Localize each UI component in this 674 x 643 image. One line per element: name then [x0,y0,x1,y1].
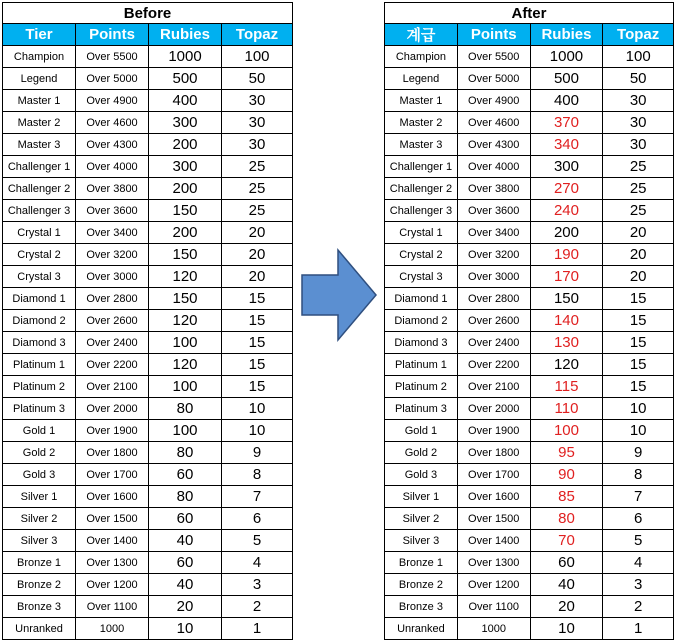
rubies-cell: 80 [530,508,603,530]
rubies-cell: 120 [149,266,222,288]
topaz-cell: 4 [222,552,293,574]
points-cell: Over 3600 [76,200,149,222]
rubies-cell: 60 [149,552,222,574]
points-cell: Over 1700 [76,464,149,486]
tier-cell: Master 3 [3,134,76,156]
tier-cell: Crystal 2 [385,244,458,266]
table-row [385,596,674,618]
table-row [3,46,293,68]
topaz-cell: 15 [603,376,674,398]
points-cell: Over 1300 [76,552,149,574]
points-cell: Over 1200 [76,574,149,596]
rubies-cell: 1000 [149,46,222,68]
rubies-cell: 40 [149,574,222,596]
topaz-cell: 25 [222,200,293,222]
before-table [2,2,293,640]
tier-cell: Master 1 [385,90,458,112]
tier-cell: Crystal 1 [3,222,76,244]
table-row [385,200,674,222]
table-row [385,310,674,332]
points-cell: Over 1500 [76,508,149,530]
tier-cell: Diamond 2 [385,310,458,332]
table-row [385,530,674,552]
points-cell: Over 3400 [76,222,149,244]
table-row [3,486,293,508]
before-panel [2,2,293,640]
table-row [385,156,674,178]
tier-cell: Gold 2 [385,442,458,464]
topaz-cell: 8 [603,464,674,486]
before-title: Before [3,3,293,24]
after-panel [384,2,674,640]
topaz-cell: 9 [222,442,293,464]
table-row [385,178,674,200]
tier-cell: Challenger 2 [3,178,76,200]
tier-cell: Gold 3 [385,464,458,486]
rubies-cell: 400 [530,90,603,112]
table-row [3,596,293,618]
tier-cell: Master 2 [3,112,76,134]
table-row [3,310,293,332]
table-row [3,68,293,90]
topaz-cell: 7 [222,486,293,508]
topaz-cell: 5 [603,530,674,552]
topaz-cell: 15 [222,376,293,398]
tier-cell: Platinum 1 [385,354,458,376]
table-row [385,552,674,574]
tier-cell: Master 1 [3,90,76,112]
rubies-cell: 70 [530,530,603,552]
points-cell: Over 3600 [457,200,530,222]
rubies-cell: 40 [530,574,603,596]
topaz-cell: 30 [222,134,293,156]
rubies-cell: 100 [149,332,222,354]
topaz-cell: 10 [222,420,293,442]
topaz-cell: 7 [603,486,674,508]
tier-cell: Gold 1 [3,420,76,442]
rubies-cell: 300 [149,156,222,178]
tier-cell: Silver 3 [3,530,76,552]
tier-cell: Crystal 3 [385,266,458,288]
table-row [385,90,674,112]
topaz-cell: 50 [603,68,674,90]
points-cell: Over 2000 [457,398,530,420]
table-row [3,442,293,464]
tier-cell: Platinum 3 [385,398,458,420]
rubies-cell: 100 [149,420,222,442]
tier-cell: Diamond 2 [3,310,76,332]
topaz-cell: 20 [222,222,293,244]
header-rubies: Rubies [149,24,222,46]
rubies-cell: 200 [149,222,222,244]
rubies-cell: 150 [149,200,222,222]
right-arrow-icon [300,245,380,345]
rubies-cell: 300 [530,156,603,178]
topaz-cell: 25 [603,178,674,200]
topaz-cell: 10 [603,398,674,420]
points-cell: Over 5000 [457,68,530,90]
table-row [3,156,293,178]
points-cell: Over 1300 [457,552,530,574]
table-row [385,288,674,310]
points-cell: Over 1900 [76,420,149,442]
topaz-cell: 2 [603,596,674,618]
table-row [3,354,293,376]
table-row [3,420,293,442]
points-cell: Over 4000 [76,156,149,178]
table-row [3,530,293,552]
table-row [385,134,674,156]
table-row [3,134,293,156]
points-cell: Over 3000 [457,266,530,288]
points-cell: Over 4300 [457,134,530,156]
rubies-cell: 240 [530,200,603,222]
topaz-cell: 4 [603,552,674,574]
topaz-cell: 100 [603,46,674,68]
table-row [385,420,674,442]
header-tier: Tier [3,24,76,46]
rubies-cell: 80 [149,486,222,508]
points-cell: Over 2100 [76,376,149,398]
topaz-cell: 30 [222,90,293,112]
points-cell: Over 2400 [76,332,149,354]
table-row [3,112,293,134]
tier-cell: Crystal 2 [3,244,76,266]
topaz-cell: 30 [603,112,674,134]
topaz-cell: 15 [603,332,674,354]
tier-cell: Bronze 1 [385,552,458,574]
tier-cell: Diamond 3 [385,332,458,354]
points-cell: Over 1800 [76,442,149,464]
points-cell: Over 1500 [457,508,530,530]
points-cell: Over 4900 [76,90,149,112]
points-cell: Over 3400 [457,222,530,244]
tier-cell: Master 2 [385,112,458,134]
header-points: Points [76,24,149,46]
tier-cell: Bronze 3 [385,596,458,618]
tier-cell: Gold 1 [385,420,458,442]
tier-cell: Legend [385,68,458,90]
rubies-cell: 10 [149,618,222,640]
rubies-cell: 150 [149,244,222,266]
points-cell: Over 4600 [457,112,530,134]
header-tier: 계급 [385,24,458,46]
table-row [3,222,293,244]
tier-cell: Bronze 3 [3,596,76,618]
table-row [3,552,293,574]
rubies-cell: 60 [149,464,222,486]
table-row [3,398,293,420]
points-cell: Over 5000 [76,68,149,90]
topaz-cell: 2 [222,596,293,618]
rubies-cell: 80 [149,442,222,464]
header-points: Points [457,24,530,46]
topaz-cell: 5 [222,530,293,552]
table-row [3,574,293,596]
topaz-cell: 50 [222,68,293,90]
rubies-cell: 400 [149,90,222,112]
tier-cell: Crystal 1 [385,222,458,244]
tier-cell: Crystal 3 [3,266,76,288]
points-cell: Over 3200 [457,244,530,266]
table-row [385,508,674,530]
rubies-cell: 1000 [530,46,603,68]
tier-cell: Master 3 [385,134,458,156]
topaz-cell: 100 [222,46,293,68]
points-cell: Over 2600 [76,310,149,332]
topaz-cell: 20 [603,222,674,244]
rubies-cell: 130 [530,332,603,354]
points-cell: Over 1100 [76,596,149,618]
tier-cell: Unranked [385,618,458,640]
table-row [385,354,674,376]
tier-cell: Silver 3 [385,530,458,552]
points-cell: Over 3000 [76,266,149,288]
points-cell: Over 1100 [457,596,530,618]
table-row [3,266,293,288]
arrow-shape [302,250,376,340]
tier-cell: Challenger 3 [3,200,76,222]
topaz-cell: 10 [222,398,293,420]
table-row [3,178,293,200]
points-cell: Over 2800 [457,288,530,310]
rubies-cell: 100 [149,376,222,398]
tier-cell: Challenger 2 [385,178,458,200]
points-cell: Over 3200 [76,244,149,266]
tier-cell: Silver 2 [385,508,458,530]
topaz-cell: 30 [603,134,674,156]
table-row [385,618,674,640]
topaz-cell: 20 [222,266,293,288]
points-cell: Over 2000 [76,398,149,420]
rubies-cell: 60 [530,552,603,574]
rubies-cell: 200 [149,134,222,156]
rubies-cell: 110 [530,398,603,420]
topaz-cell: 6 [222,508,293,530]
topaz-cell: 15 [222,310,293,332]
after-title: After [385,3,674,24]
tier-cell: Diamond 1 [385,288,458,310]
rubies-cell: 95 [530,442,603,464]
topaz-cell: 9 [603,442,674,464]
rubies-cell: 100 [530,420,603,442]
rubies-cell: 140 [530,310,603,332]
tier-cell: Unranked [3,618,76,640]
tier-cell: Bronze 1 [3,552,76,574]
topaz-cell: 15 [603,310,674,332]
table-row [385,442,674,464]
topaz-cell: 6 [603,508,674,530]
points-cell: Over 2400 [457,332,530,354]
points-cell: Over 4600 [76,112,149,134]
topaz-cell: 20 [603,266,674,288]
table-row [385,222,674,244]
table-row [385,332,674,354]
points-cell: 1000 [76,618,149,640]
points-cell: Over 5500 [457,46,530,68]
rubies-cell: 10 [530,618,603,640]
points-cell: Over 1600 [457,486,530,508]
table-row [3,244,293,266]
rubies-cell: 190 [530,244,603,266]
points-cell: Over 1800 [457,442,530,464]
rubies-cell: 20 [530,596,603,618]
tier-cell: Challenger 1 [385,156,458,178]
header-rubies: Rubies [530,24,603,46]
points-cell: Over 1400 [76,530,149,552]
points-cell: Over 1600 [76,486,149,508]
tier-cell: Bronze 2 [385,574,458,596]
header-topaz: Topaz [603,24,674,46]
points-cell: Over 1900 [457,420,530,442]
table-row [3,200,293,222]
points-cell: Over 2600 [457,310,530,332]
rubies-cell: 200 [530,222,603,244]
after-table [384,2,674,640]
table-row [3,376,293,398]
table-row [385,574,674,596]
tier-cell: Bronze 2 [3,574,76,596]
topaz-cell: 25 [603,156,674,178]
topaz-cell: 20 [603,244,674,266]
rubies-cell: 500 [530,68,603,90]
rubies-cell: 370 [530,112,603,134]
topaz-cell: 3 [603,574,674,596]
rubies-cell: 500 [149,68,222,90]
table-row [385,486,674,508]
table-row [385,244,674,266]
rubies-cell: 150 [530,288,603,310]
rubies-cell: 40 [149,530,222,552]
topaz-cell: 15 [222,332,293,354]
points-cell: Over 1200 [457,574,530,596]
tier-cell: Silver 2 [3,508,76,530]
topaz-cell: 30 [222,112,293,134]
points-cell: Over 2200 [76,354,149,376]
table-row [385,46,674,68]
rubies-cell: 150 [149,288,222,310]
table-row [3,332,293,354]
rubies-cell: 270 [530,178,603,200]
points-cell: Over 4900 [457,90,530,112]
rubies-cell: 120 [149,310,222,332]
rubies-cell: 200 [149,178,222,200]
points-cell: Over 3800 [76,178,149,200]
topaz-cell: 10 [603,420,674,442]
tier-cell: Platinum 1 [3,354,76,376]
points-cell: Over 4300 [76,134,149,156]
tier-cell: Champion [3,46,76,68]
tier-cell: Diamond 3 [3,332,76,354]
points-cell: Over 2800 [76,288,149,310]
points-cell: Over 1400 [457,530,530,552]
rubies-cell: 120 [530,354,603,376]
topaz-cell: 15 [603,288,674,310]
points-cell: Over 3800 [457,178,530,200]
tier-cell: Platinum 3 [3,398,76,420]
topaz-cell: 1 [603,618,674,640]
points-cell: Over 1700 [457,464,530,486]
rubies-cell: 80 [149,398,222,420]
rubies-cell: 340 [530,134,603,156]
topaz-cell: 3 [222,574,293,596]
topaz-cell: 25 [222,156,293,178]
table-row [385,112,674,134]
topaz-cell: 20 [222,244,293,266]
tier-cell: Challenger 1 [3,156,76,178]
rubies-cell: 90 [530,464,603,486]
table-row [3,288,293,310]
tier-cell: Platinum 2 [385,376,458,398]
table-row [385,68,674,90]
table-row [3,618,293,640]
before-table-body [3,46,293,640]
table-row [385,266,674,288]
header-topaz: Topaz [222,24,293,46]
tier-cell: Challenger 3 [385,200,458,222]
points-cell: Over 2100 [457,376,530,398]
table-row [385,398,674,420]
rubies-cell: 300 [149,112,222,134]
rubies-cell: 120 [149,354,222,376]
rubies-cell: 170 [530,266,603,288]
topaz-cell: 1 [222,618,293,640]
tier-cell: Champion [385,46,458,68]
points-cell: Over 4000 [457,156,530,178]
topaz-cell: 8 [222,464,293,486]
topaz-cell: 15 [222,354,293,376]
points-cell: Over 5500 [76,46,149,68]
points-cell: 1000 [457,618,530,640]
table-row [3,508,293,530]
tier-cell: Platinum 2 [3,376,76,398]
tier-cell: Legend [3,68,76,90]
tier-cell: Diamond 1 [3,288,76,310]
rubies-cell: 85 [530,486,603,508]
table-row [385,464,674,486]
tier-cell: Silver 1 [3,486,76,508]
tier-cell: Gold 3 [3,464,76,486]
after-table-body [385,46,674,640]
topaz-cell: 25 [603,200,674,222]
topaz-cell: 15 [222,288,293,310]
rubies-cell: 20 [149,596,222,618]
topaz-cell: 15 [603,354,674,376]
rubies-cell: 115 [530,376,603,398]
table-row [385,376,674,398]
topaz-cell: 25 [222,178,293,200]
rubies-cell: 60 [149,508,222,530]
topaz-cell: 30 [603,90,674,112]
table-row [3,90,293,112]
table-row [3,464,293,486]
tier-cell: Gold 2 [3,442,76,464]
points-cell: Over 2200 [457,354,530,376]
tier-cell: Silver 1 [385,486,458,508]
